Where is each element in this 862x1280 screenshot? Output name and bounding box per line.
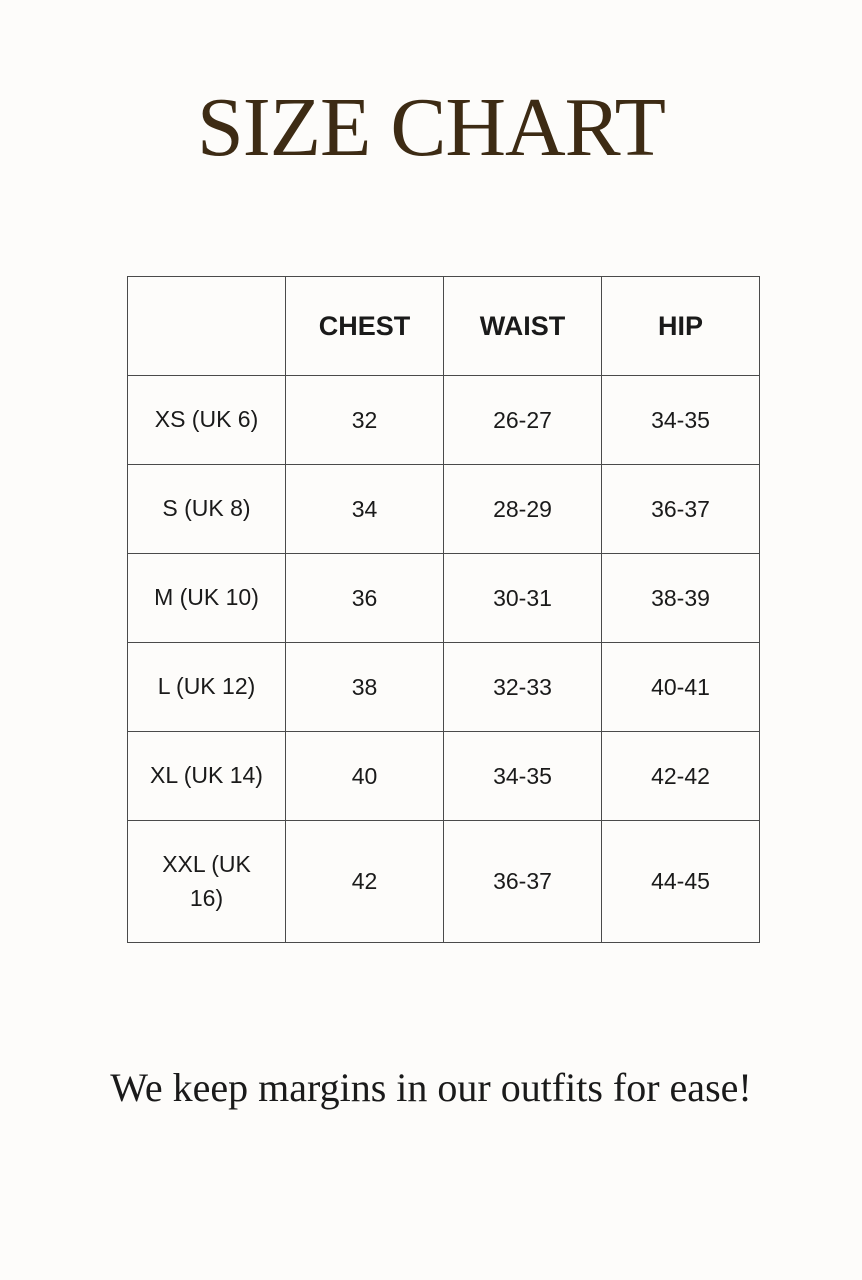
waist-cell: 34-35 xyxy=(444,732,602,821)
waist-cell: 36-37 xyxy=(444,821,602,943)
table-row xyxy=(128,554,760,643)
footer-note: We keep margins in our outfits for ease! xyxy=(110,1065,752,1110)
size-cell xyxy=(128,376,286,465)
waist-cell: 28-29 xyxy=(444,465,602,554)
size-label: S (UK 8) xyxy=(162,495,251,522)
size-cell xyxy=(128,732,286,821)
hip-cell: 38-39 xyxy=(602,554,760,643)
chest-cell: 36 xyxy=(286,554,444,643)
table-header-row xyxy=(128,277,760,376)
size-label: XS (UK 6) xyxy=(154,406,259,433)
chest-cell: 40 xyxy=(286,732,444,821)
table-row xyxy=(128,821,760,943)
size-label: XXL (UK 16) xyxy=(162,851,251,911)
hip-cell: 44-45 xyxy=(602,821,760,943)
chest-cell: 42 xyxy=(286,821,444,943)
table-row xyxy=(128,643,760,732)
waist-cell: 32-33 xyxy=(444,643,602,732)
size-chart-table xyxy=(127,276,760,943)
size-cell xyxy=(128,643,286,732)
table-row xyxy=(128,465,760,554)
header-cell-waist: WAIST xyxy=(444,277,602,376)
hip-cell: 40-41 xyxy=(602,643,760,732)
chest-cell: 32 xyxy=(286,376,444,465)
size-cell xyxy=(128,821,286,943)
size-label: XL (UK 14) xyxy=(150,762,263,789)
size-label: L (UK 12) xyxy=(157,673,256,700)
header-cell-empty xyxy=(128,277,286,376)
table-row xyxy=(128,732,760,821)
chest-cell: 34 xyxy=(286,465,444,554)
table-row xyxy=(128,376,760,465)
waist-cell: 26-27 xyxy=(444,376,602,465)
chest-cell: 38 xyxy=(286,643,444,732)
size-cell xyxy=(128,554,286,643)
page-title: SIZE CHART xyxy=(197,81,665,174)
header-cell-hip: HIP xyxy=(602,277,760,376)
hip-cell: 36-37 xyxy=(602,465,760,554)
hip-cell: 34-35 xyxy=(602,376,760,465)
waist-cell: 30-31 xyxy=(444,554,602,643)
header-cell-chest: CHEST xyxy=(286,277,444,376)
size-label: M (UK 10) xyxy=(154,584,259,611)
size-cell xyxy=(128,465,286,554)
hip-cell: 42-42 xyxy=(602,732,760,821)
